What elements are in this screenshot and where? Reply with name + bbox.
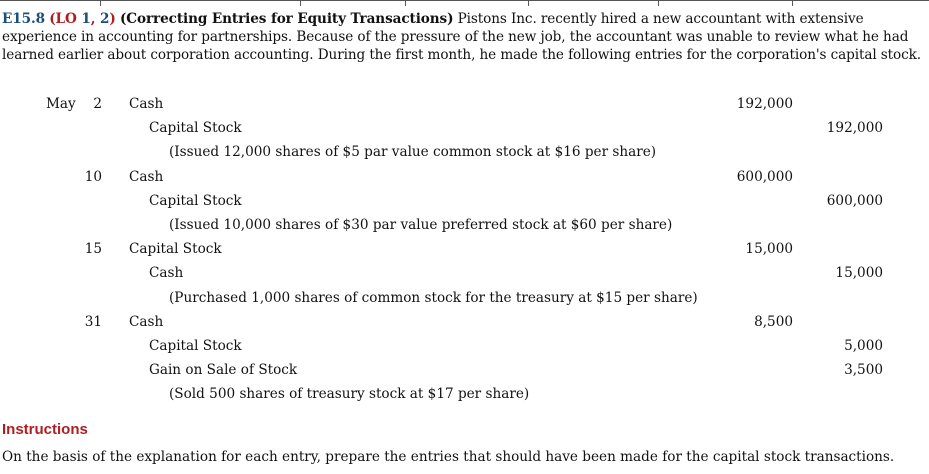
entry-account: Capital Stock: [149, 338, 242, 354]
lo-sep: ,: [90, 11, 101, 27]
journal-row: [0, 358, 929, 382]
entry-explanation: (Issued 10,000 shares of $30 par value preferred stock at $60 per share): [169, 217, 673, 233]
entry-credit: 5,000: [844, 338, 883, 354]
journal-row: [0, 382, 929, 406]
entry-credit: 3,500: [844, 362, 883, 379]
journal-row: [0, 286, 929, 310]
journal-row: [0, 334, 929, 358]
entry-credit: 15,000: [835, 265, 883, 282]
journal-row: [0, 237, 929, 261]
entry-debit: 600,000: [736, 168, 793, 185]
exercise-number: E15.8: [2, 11, 45, 27]
table-top-rule: [0, 0, 929, 6]
exercise-intro: [2, 10, 927, 64]
lo-open: (LO: [49, 11, 82, 27]
journal-row: [0, 310, 929, 334]
entry-account: Capital Stock: [149, 192, 242, 209]
lo-link-2[interactable]: 2: [100, 11, 110, 27]
entry-credit: 600,000: [826, 192, 883, 209]
learning-objective: [49, 11, 116, 27]
entry-debit: 192,000: [736, 96, 793, 112]
journal-row: [0, 92, 929, 116]
journal-row: [0, 189, 929, 213]
lo-link-1[interactable]: 1: [81, 11, 91, 27]
entry-day: 15: [84, 241, 102, 258]
entry-month: May: [46, 96, 76, 112]
journal-row: [0, 116, 929, 140]
entry-day: 2: [93, 96, 102, 112]
entry-debit: 8,500: [754, 313, 793, 330]
entry-day: 31: [84, 313, 102, 330]
journal-row: [0, 213, 929, 237]
entry-account: Cash: [129, 313, 164, 330]
entry-credit: 192,000: [826, 120, 883, 137]
entry-account: Capital Stock: [129, 241, 222, 258]
journal-row: [0, 140, 929, 164]
entry-account: Capital Stock: [149, 120, 242, 137]
entry-account: Cash: [149, 265, 184, 282]
entry-account: Gain on Sale of Stock: [149, 362, 298, 379]
journal-row: [0, 261, 929, 285]
entry-account: Cash: [129, 96, 164, 112]
instructions-text: On the basis of the explanation for each entry, prepare the entries that should have been made for the capital stock transactions.: [2, 449, 895, 465]
entry-account: Cash: [129, 168, 164, 185]
journal-row: [0, 165, 929, 189]
exercise-title: (Correcting Entries for Equity Transactions): [119, 11, 454, 27]
lo-close: ): [109, 11, 116, 27]
entry-explanation: (Issued 12,000 shares of $5 par value common stock at $16 per share): [169, 144, 657, 161]
exercise-text: Pistons Inc. recently hired a new accountant with extensive experience in accounting for partnerships. Because of the pressure of the new job, the accountant was unable to review what he had learned earlier about corporation accounting. During the first month, he made the following entries for the corporation's capital stock.: [2, 11, 921, 63]
entry-explanation: (Purchased 1,000 shares of common stock for the treasury at $15 per share): [169, 289, 698, 306]
entry-explanation: (Sold 500 shares of treasury stock at $17 per share): [169, 386, 530, 403]
entry-debit: 15,000: [745, 241, 793, 258]
instructions-heading: Instructions: [2, 421, 88, 438]
entry-day: 10: [84, 168, 102, 185]
